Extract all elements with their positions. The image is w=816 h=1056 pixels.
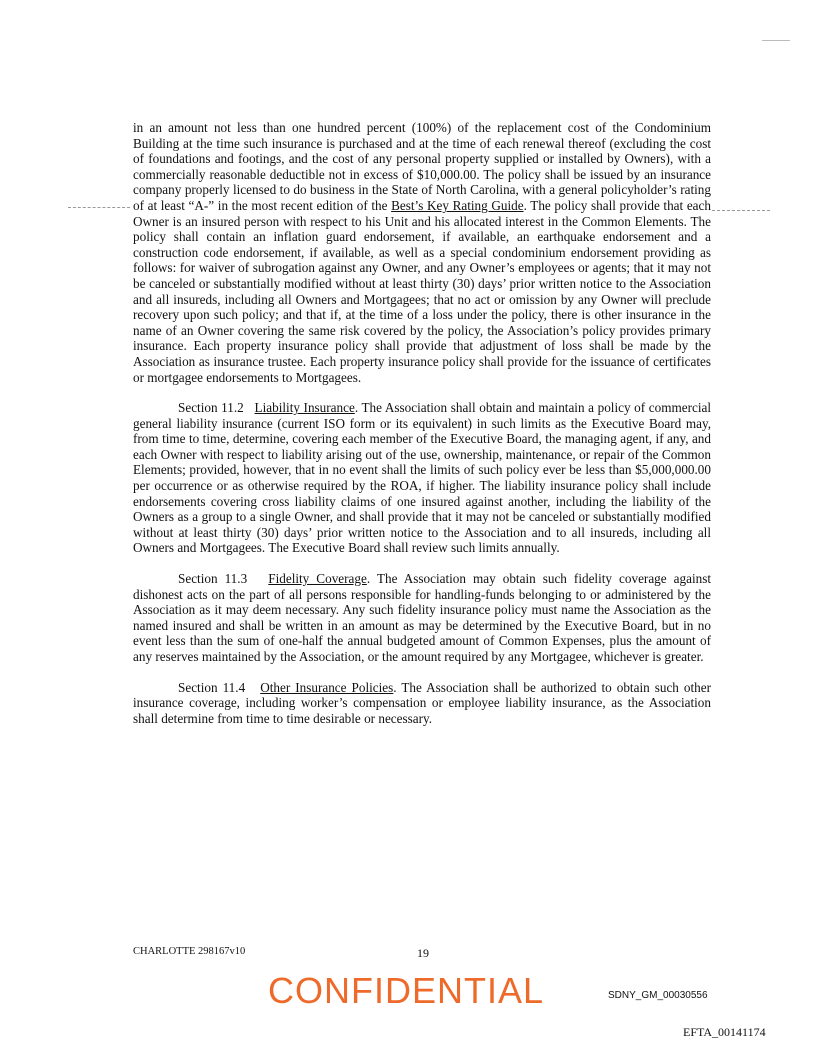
scan-mark <box>762 40 790 41</box>
section-number: Section 11.4 <box>178 679 246 695</box>
section-number: Section 11.3 <box>178 571 248 587</box>
section-text: . The Association shall obtain and maintain a policy of commercial general liability insurance (current ISO form or its equivalent) in such limits as the Executive Board may, from time to time, determine, covering each member of the Executive Board, the managing agent, if any, and each Owner with respect to liability arising out of the use, ownership, maintenance, or repair of the Common Elements; provided, however, that in no event shall the limits of such policy ever be less than $5,000,000.00 per occurrence or as otherwise required by the ROA, if higher. The liability insurance policy shall include endorsements covering cross liability claims of one insured against another, including the liability of the Owners as a group to a single Owner, and shall provide that it may not be canceled or substantially modified without at least thirty (30) days’ prior written notice to the Association and to all insureds, including all Owners and Mortgagees. The Executive Board shall review such limits annually. <box>133 400 712 556</box>
guide-title: Best’s Key Rating Guide <box>391 197 524 213</box>
scan-dash-left <box>68 207 130 208</box>
section-11-4 <box>133 680 711 727</box>
body-text <box>133 120 711 741</box>
section-11-3 <box>133 571 711 665</box>
paragraph-text: in an amount not less than one hundred percent (100%) of the replacement cost of the Condominium Building at the time such insurance is purchased and at the time of each renewal thereof (excluding the cost of foundations and footings, and the cost of any personal property supplied or installed by Owners), with a commercially reasonable deductible not in excess of $10,000.00. The policy shall be issued by an insurance company properly licensed to do business in the State of North Carolina, with a general policyholder’s rating of at least “A-” in the most recent edition of the <box>133 120 711 213</box>
paragraph-continued <box>133 120 711 385</box>
section-number: Section 11.2 <box>178 400 244 416</box>
section-title: Fidelity Coverage <box>268 571 367 587</box>
efta-number: EFTA_00141174 <box>683 1025 766 1039</box>
section-title: Liability Insurance <box>254 400 355 416</box>
confidential-stamp: CONFIDENTIAL <box>268 970 545 1011</box>
section-text: . The Association may obtain such fidelity coverage against dishonest acts on the part of all persons responsible for handling-funds belonging to or administered by the Association as it may deem necessary. Any such fidelity insurance policy must name the Association as the named insured and shall be written in an amount as may be determined by the Executive Board, but in no event less than the sum of one-half the annual budgeted amount of Common Expenses, plus the amount of any reserves maintained by the Association, or the amount required by any Mortgagee, whichever is greater. <box>133 571 712 664</box>
section-text: . The Association shall be authorized to obtain such other insurance coverage, including worker’s compensation or employee liability insurance, as the Association shall determine from time to time desirable or necessary. <box>133 679 712 726</box>
section-11-2 <box>133 400 711 556</box>
scan-dash-right <box>712 210 770 211</box>
page-number: 19 <box>417 946 429 960</box>
document-id: CHARLOTTE 298167v10 <box>133 946 246 957</box>
section-title: Other Insurance Policies <box>260 679 394 695</box>
paragraph-text: . The policy shall provide that each Owner is an insured person with respect to his Unit and his allocated interest in the Common Elements. The policy shall contain an inflation guard endorsement, if available, an earthquake endorsement and a construction code endorsement, if available, as well as a special condominium endorsement providing as follows: for waiver of subrogation against any Owner, and any Owner’s employees or agents; that it may not be canceled or substantially modified without at least thirty (30) days’ prior written notice to the Association and all insureds, including all Owners and Mortgagees; that no act or omission by any Owner will preclude recovery upon such policy; and that if, at the time of a loss under the policy, there is other insurance in the name of an Owner covering the same risk covered by the policy, the Association’s policy provides primary insurance. Each property insurance policy shall provide that adjustment of loss shall be made by the Association as insurance trustee. Each property insurance policy shall provide for the issuance of certificates or mortgagee endorsements to Mortgagees. <box>133 197 711 385</box>
bates-number: SDNY_GM_00030556 <box>608 990 708 1001</box>
